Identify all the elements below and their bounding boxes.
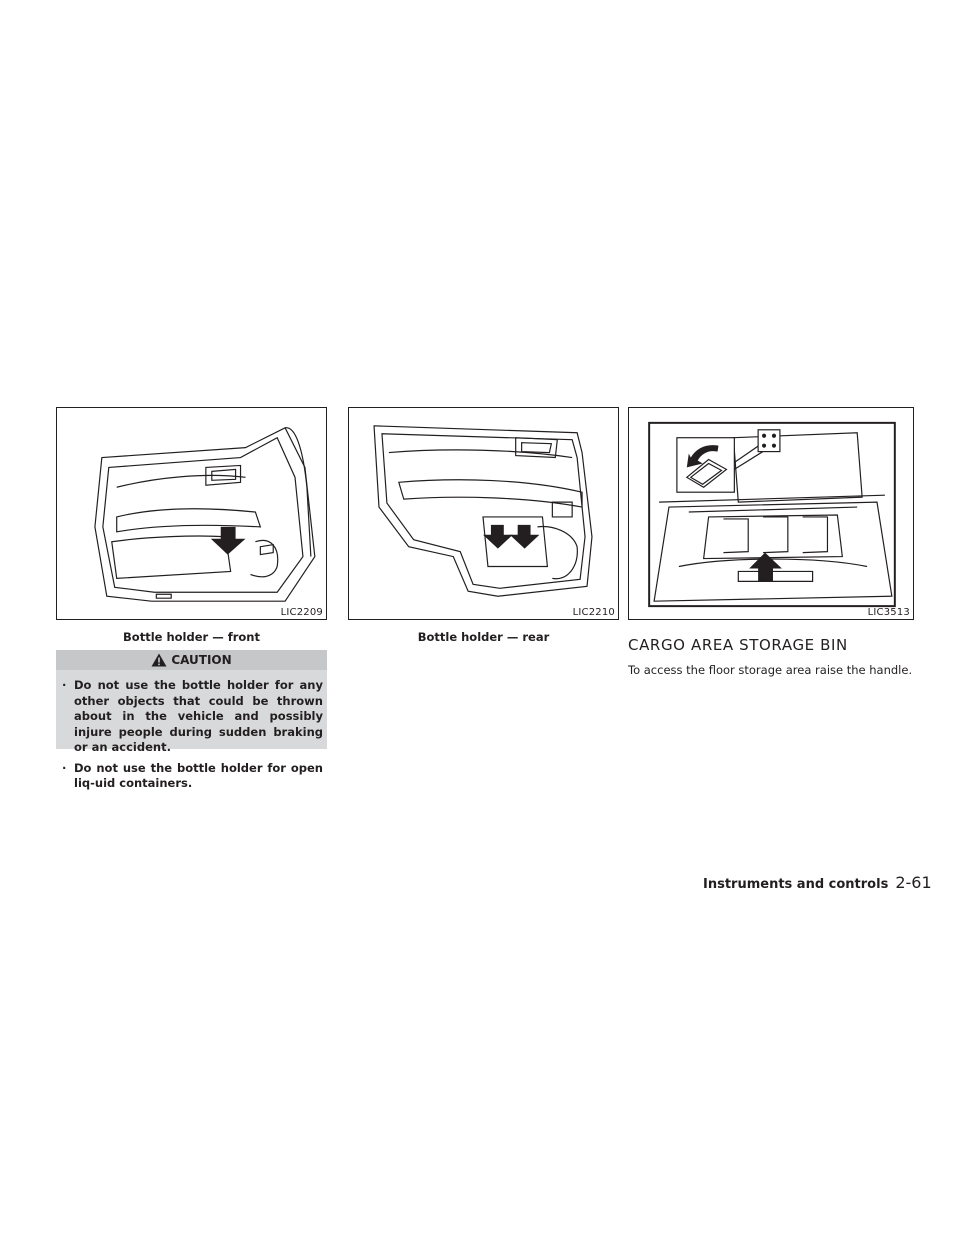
bullet: · xyxy=(62,760,67,775)
down-arrow-icon xyxy=(483,525,513,549)
caution-item xyxy=(56,761,327,792)
section-body: To access the floor storage area raise the handle. xyxy=(628,663,913,677)
figure-code: LIC2209 xyxy=(280,607,323,618)
page-footer xyxy=(703,873,932,892)
caution-title: CAUTION xyxy=(171,653,232,667)
down-arrow-icon xyxy=(510,525,540,549)
caution-header xyxy=(56,650,327,670)
figure-caption: Bottle holder — front xyxy=(123,630,260,644)
figure-code: LIC2210 xyxy=(572,607,615,618)
caution-box xyxy=(56,650,327,790)
section-heading: CARGO AREA STORAGE BIN xyxy=(628,636,848,654)
caution-item-text: Do not use the bottle holder for any other objects that could be thrown about in the vehicle and possibly injure people during sudden braking or an accident. xyxy=(74,678,323,754)
front-door-illustration xyxy=(57,408,326,619)
rear-door-illustration xyxy=(349,408,618,619)
warning-triangle-icon xyxy=(151,653,167,667)
caution-item-text: Do not use the bottle holder for open liq-uid containers. xyxy=(74,760,323,790)
bullet: · xyxy=(62,678,67,692)
figure-cargo-storage-bin xyxy=(628,407,914,620)
page-number: 2-61 xyxy=(895,873,932,892)
footer-section-name: Instruments and controls xyxy=(703,877,889,892)
figure-bottle-holder-front xyxy=(56,407,327,620)
caution-list xyxy=(56,678,327,797)
figure-code: LIC3513 xyxy=(867,607,910,618)
figure-caption: Bottle holder — rear xyxy=(417,630,550,644)
figure-bottle-holder-rear xyxy=(348,407,619,620)
caution-item xyxy=(56,678,327,756)
down-arrow-icon xyxy=(211,527,246,555)
cargo-area-illustration xyxy=(629,408,913,619)
